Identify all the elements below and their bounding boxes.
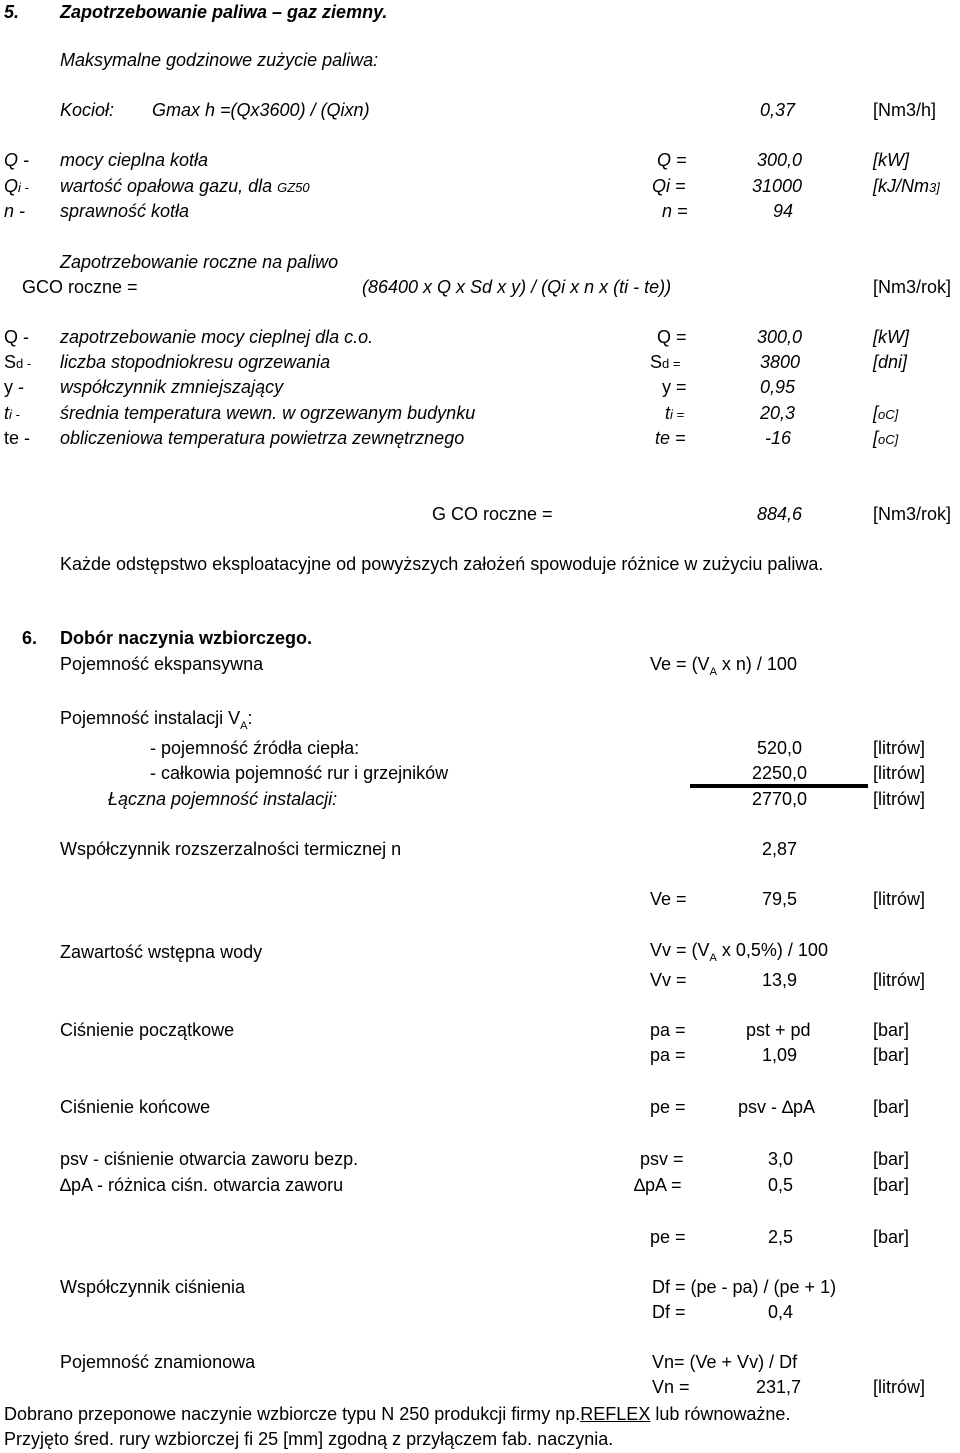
deviation-note: Każde odstępstwo eksploatacyjne od powyższych założeń spowoduje różnice w zużyciu paliwa.	[60, 554, 824, 574]
source-capacity-value: 520,0	[757, 738, 803, 758]
dpa-value: 0,5	[768, 1175, 794, 1195]
row-equation: Sd =	[650, 352, 681, 372]
vv-value: 13,9	[762, 970, 798, 990]
row-symbol: y -	[4, 377, 24, 397]
initial-water-label: Zawartość wstępna wody	[60, 942, 263, 962]
psv-value: 3,0	[768, 1149, 794, 1169]
row-value: 20,3	[760, 403, 796, 423]
dpa-eq: ∆pA =	[634, 1175, 682, 1195]
pe-unit-2: [bar]	[873, 1227, 910, 1247]
df-value: 0,4	[768, 1302, 794, 1322]
pipes-capacity-label: - całkowia pojemność rur i grzejników	[150, 763, 449, 783]
source-capacity-unit: [litrów]	[873, 738, 926, 758]
gmax-formula: Gmax h =(Qx3600) / (Qixn)	[152, 100, 370, 120]
pipes-capacity-unit: [litrów]	[873, 763, 926, 783]
df-eq: Df =	[652, 1302, 686, 1322]
pa-eq-2: pa =	[650, 1045, 686, 1065]
psv-label: psv - ciśnienie otwarcia zaworu bezp.	[60, 1149, 359, 1169]
row-value: 31000	[752, 176, 803, 196]
row-value: 0,95	[760, 377, 796, 397]
row-equation: Q =	[657, 327, 687, 347]
row-description: współczynnik zmniejszający	[60, 377, 284, 397]
gmax-unit: [Nm3/h]	[873, 100, 937, 120]
row-description: zapotrzebowanie mocy cieplnej dla c.o.	[60, 327, 374, 347]
row-symbol: Qi -	[4, 176, 29, 196]
row-description: mocy cieplna kotła	[60, 150, 209, 170]
pe-eq: pe =	[650, 1097, 686, 1117]
row-value: -16	[765, 428, 792, 448]
row-equation: n =	[662, 201, 688, 221]
row-description: obliczeniowa temperatura powietrza zewnętrznego	[60, 428, 465, 448]
final-pressure-label: Ciśnienie końcowe	[60, 1097, 211, 1117]
pe-eq-2: pe =	[650, 1227, 686, 1247]
dpa-unit: [bar]	[873, 1175, 910, 1195]
boiler-label: Kocioł:	[60, 100, 115, 120]
installation-capacity-label: Pojemność instalacji $V_A$:	[60, 708, 253, 732]
pa-value: 1,09	[762, 1045, 798, 1065]
pe-value: 2,5	[768, 1227, 794, 1247]
row-description: sprawność kotła	[60, 201, 190, 221]
gco-result-unit: [Nm3/rok]	[873, 504, 952, 524]
pa-eq: pa =	[650, 1020, 686, 1040]
row-unit: [kW]	[873, 327, 909, 347]
row-symbol: te -	[4, 428, 31, 448]
ve-value: 79,5	[762, 889, 798, 909]
row-symbol: ti -	[4, 403, 20, 423]
section-6-number: 6.	[22, 628, 38, 648]
row-value: 300,0	[757, 327, 803, 347]
initial-pressure-label: Ciśnienie początkowe	[60, 1020, 235, 1040]
thermal-coef-label: Współczynnik rozszerzalności termicznej n	[60, 839, 402, 859]
selection-statement: Dobrano przeponowe naczynie wzbiorcze typu N 250 produkcji firmy np.REFLEX lub równoważne.	[4, 1404, 791, 1424]
row-symbol: n -	[4, 201, 26, 221]
psv-unit: [bar]	[873, 1149, 910, 1169]
row-equation: ti =	[665, 403, 685, 423]
dpa-label: ∆pA - różnica ciśn. otwarcia zaworu	[60, 1175, 344, 1195]
pa-unit: [bar]	[873, 1020, 910, 1040]
row-unit: [oC]	[873, 428, 899, 448]
vn-eq: Vn =	[652, 1377, 690, 1397]
section-5-number: 5.	[4, 2, 20, 22]
section-5-title: Zapotrzebowanie paliwa – gaz ziemny.	[60, 2, 388, 22]
nominal-capacity-label: Pojemność znamionowa	[60, 1352, 256, 1372]
vv-eq: Vv =	[650, 970, 687, 990]
gco-label: GCO roczne =	[22, 277, 138, 297]
total-capacity-unit: [litrów]	[873, 789, 926, 809]
row-equation: Q =	[657, 150, 687, 170]
row-value: 3800	[760, 352, 801, 372]
row-description: średnia temperatura wewn. w ogrzewanym budynku	[60, 403, 476, 423]
row-value: 300,0	[757, 150, 803, 170]
df-formula: Df = (pe - pa) / (pe + 1)	[652, 1277, 837, 1297]
total-capacity-value: 2770,0	[752, 789, 808, 809]
ve-unit: [litrów]	[873, 889, 926, 909]
source-capacity-label: - pojemność źródła ciepła:	[150, 738, 360, 758]
vn-unit: [litrów]	[873, 1377, 926, 1397]
annual-demand-title: Zapotrzebowanie roczne na paliwo	[60, 252, 339, 272]
total-capacity-label: Łączna pojemność instalacji:	[108, 789, 338, 809]
ve-eq: Ve =	[650, 889, 687, 909]
gco-result-label: G CO roczne =	[432, 504, 553, 524]
row-symbol: Sd -	[4, 352, 32, 372]
row-equation: y =	[662, 377, 687, 397]
pa-formula: pst + pd	[746, 1020, 811, 1040]
row-description: wartość opałowa gazu, dla GZ50	[60, 176, 310, 196]
row-symbol: Q -	[4, 150, 29, 170]
row-description: liczba stopodniokresu ogrzewania	[60, 352, 331, 372]
gco-formula: (86400 x Q x Sd x y) / (Qi x n x (ti - te))	[362, 277, 672, 297]
pipes-capacity-value: 2250,0	[752, 763, 808, 783]
vv-formula: $Vv = (V_A$ x 0,5%) / 100	[650, 940, 828, 964]
section-6-title: Dobór naczynia wzbiorczego.	[60, 628, 313, 648]
row-unit: [oC]	[873, 403, 899, 423]
ve-formula: $Ve = (V_A$ x n) / 100	[650, 654, 797, 678]
vn-formula: Vn= (Ve + Vv) / Df	[652, 1352, 798, 1372]
row-equation: te =	[655, 428, 686, 448]
row-unit: [kJ/Nm3]	[873, 176, 940, 196]
gco-result-value: 884,6	[757, 504, 803, 524]
psv-eq: psv =	[640, 1149, 684, 1169]
row-equation: Qi =	[652, 176, 686, 196]
row-unit: [dni]	[873, 352, 908, 372]
gco-unit: [Nm3/rok]	[873, 277, 952, 297]
pipe-note: Przyjęto śred. rury wzbiorczej fi 25 [mm] zgodną z przyłączem fab. naczynia.	[4, 1429, 614, 1449]
row-unit: [kW]	[873, 150, 909, 170]
gmax-value: 0,37	[760, 100, 796, 120]
pressure-coef-label: Współczynnik ciśnienia	[60, 1277, 246, 1297]
brand-name: REFLEX	[580, 1404, 651, 1424]
thermal-coef-value: 2,87	[762, 839, 798, 859]
row-symbol: Q -	[4, 327, 29, 347]
max-hourly-label: Maksymalne godzinowe zużycie paliwa:	[60, 50, 379, 70]
pe-formula: psv - ∆pA	[738, 1097, 816, 1117]
pa-unit-2: [bar]	[873, 1045, 910, 1065]
vv-unit: [litrów]	[873, 970, 926, 990]
pe-unit: [bar]	[873, 1097, 910, 1117]
vn-value: 231,7	[756, 1377, 802, 1397]
expansion-capacity-label: Pojemność ekspansywna	[60, 654, 264, 674]
sum-rule	[690, 784, 868, 788]
row-value: 94	[773, 201, 794, 221]
